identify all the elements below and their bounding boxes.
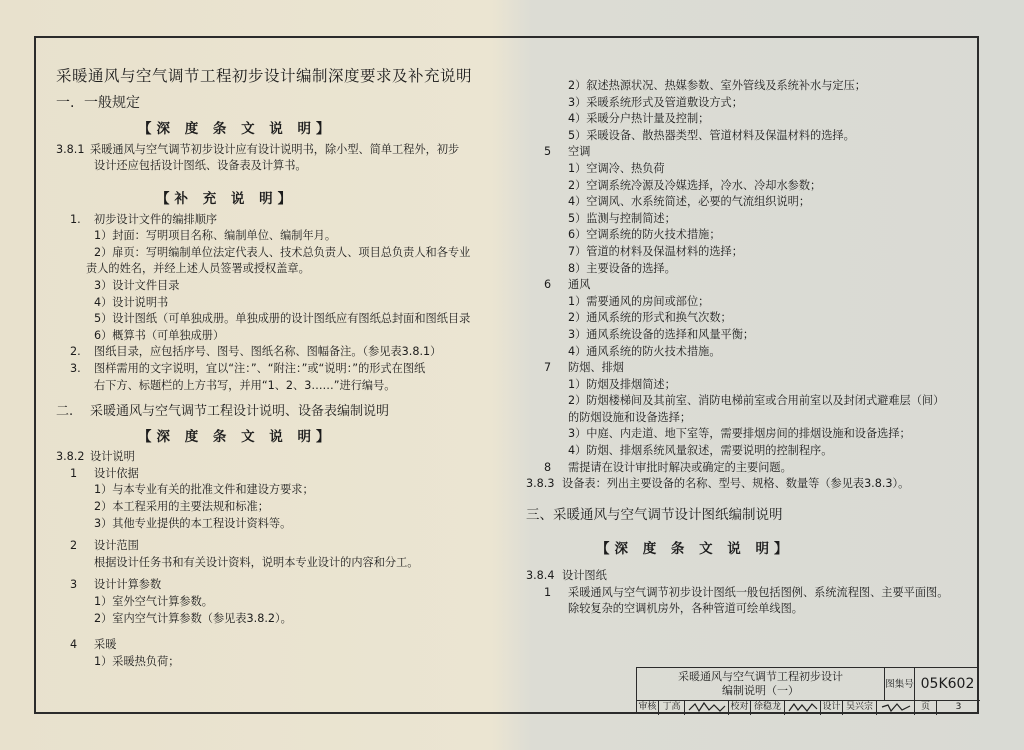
subsection-3 bbox=[56, 577, 508, 594]
section-title: 采暖通风与空气调节工程设计说明、设备表编制说明 bbox=[90, 404, 390, 420]
item-text: 空调 bbox=[568, 145, 591, 159]
item-text: 设计计算参数 bbox=[94, 578, 162, 592]
drawing-item-1 bbox=[526, 585, 971, 602]
section-2-heading bbox=[56, 404, 508, 421]
list-item: 2）叙述热源状况、热媒参数、室外管线及系统补水与定压； bbox=[568, 79, 866, 92]
list-item: 5）设计图纸（可单独成册。单独成册的设计图纸应有图纸总封面和图纸目录 bbox=[94, 312, 471, 326]
list-item: 5）监测与控制简述； bbox=[568, 211, 676, 225]
item-number: 8 bbox=[544, 460, 552, 474]
drawing-item-cont: 除较复杂的空调机房外，各种管道可绘单线图。 bbox=[568, 602, 803, 616]
list-item: 2）室内空气计算参数（参见表3.8.2）。 bbox=[94, 611, 292, 625]
clause-number: 3.8.4 bbox=[526, 569, 555, 583]
list-item: 3）采暖系统形式及管道敷设方式； bbox=[568, 95, 743, 109]
list-item: 4）通风系统的防火技术措施。 bbox=[568, 344, 721, 358]
list-item: 2）扉页：写明编制单位法定代表人、技术总负责人、项目总负责人和各专业 bbox=[94, 245, 471, 259]
right-column bbox=[526, 78, 971, 618]
list-item: 3）其他专业提供的本工程设计资料等。 bbox=[94, 516, 292, 530]
list-item: 2）空调系统冷源及冷媒选择，冷水、冷却水参数； bbox=[568, 178, 822, 192]
list-item-cont: 的防烟设施和设备选择； bbox=[568, 410, 692, 424]
list-item: 1）室外空气计算参数。 bbox=[94, 595, 213, 609]
drawing-name bbox=[637, 668, 885, 701]
section-number: 三、 bbox=[526, 506, 553, 523]
list-item: 1）与本专业有关的批准文件和建设方要求； bbox=[94, 483, 314, 497]
section-title: 采暖通风与空气调节设计图纸编制说明 bbox=[553, 506, 783, 523]
design-name: 吴兴宗 bbox=[843, 701, 877, 715]
design-label: 设计 bbox=[821, 701, 843, 715]
item-text: 初步设计文件的编排顺序 bbox=[94, 212, 218, 226]
item-text: 采暖 bbox=[94, 638, 117, 652]
page-label: 页 bbox=[915, 701, 937, 715]
subsection-2 bbox=[56, 538, 508, 555]
review-signature bbox=[685, 701, 729, 715]
item-text: 防烟、排烟 bbox=[568, 361, 624, 375]
section-1-heading bbox=[56, 95, 508, 112]
list-item-cont: 右下方、标题栏的上方书写，并用“1、2、3……”进行编号。 bbox=[94, 378, 396, 392]
clause-3-8-4 bbox=[526, 568, 971, 585]
item-number: 5 bbox=[544, 145, 552, 159]
clause-number: 3.8.2 bbox=[56, 450, 85, 464]
atlas-label: 图集号 bbox=[885, 668, 915, 701]
list-item: 2）通风系统的形式和换气次数； bbox=[568, 311, 732, 325]
list-item-cont: 责人的姓名，并经上述人员签署或授权盖章。 bbox=[86, 262, 310, 276]
signature-scribble-icon bbox=[787, 701, 819, 714]
item-number: 6 bbox=[544, 278, 552, 292]
clause-3-8-3 bbox=[526, 476, 971, 493]
section-number: 一. bbox=[56, 94, 75, 111]
subsection-1 bbox=[56, 466, 508, 483]
clause-banner: 【深 度 条 文 说 明】 bbox=[596, 541, 793, 558]
clause-banner: 【深 度 条 文 说 明】 bbox=[138, 121, 335, 138]
clause-text: 设计图纸 bbox=[562, 569, 607, 583]
subsection-8 bbox=[526, 460, 971, 477]
item-text: 设计范围 bbox=[94, 539, 139, 553]
clause-text: 采暖通风与空气调节初步设计应有设计说明书，除小型、简单工程外，初步 bbox=[90, 142, 460, 156]
subsection-4 bbox=[56, 637, 508, 654]
section-number: 二. bbox=[56, 404, 74, 420]
item-number: 2. bbox=[70, 345, 81, 359]
clause-3-8-2 bbox=[56, 449, 508, 466]
supplement-item-2 bbox=[56, 344, 508, 361]
list-item: 3）中庭、内走道、地下室等，需要排烟房间的排烟设施和设备选择； bbox=[568, 427, 911, 441]
list-item: 6）概算书（可单独成册） bbox=[94, 328, 225, 342]
list-item: 4）采暖分户热计量及控制； bbox=[568, 112, 710, 126]
list-item: 6）空调系统的防火技术措施； bbox=[568, 228, 721, 242]
subsection-6 bbox=[526, 277, 971, 294]
drawing-name-line-2: 编制说明（一） bbox=[722, 684, 799, 697]
signature-scribble-icon bbox=[879, 701, 913, 714]
clause-banner: 【深 度 条 文 说 明】 bbox=[138, 428, 335, 445]
page-number: 3 bbox=[955, 702, 962, 712]
list-item: 1）需要通风的房间或部位； bbox=[568, 294, 710, 308]
list-item: 根据设计任务书和有关设计资料，说明本专业设计的内容和分工。 bbox=[94, 555, 419, 569]
item-number: 1 bbox=[70, 466, 78, 480]
list-item: 4）设计说明书 bbox=[94, 295, 169, 309]
item-number: 4 bbox=[70, 638, 78, 652]
clause-number: 3.8.3 bbox=[526, 477, 555, 491]
clause-3-8-1 bbox=[56, 142, 508, 159]
item-number: 1. bbox=[70, 212, 81, 226]
list-item: 5）采暖设备、散热器类型、管道材料及保温材料的选择。 bbox=[568, 128, 855, 142]
clause-text-cont: 设计还应包括设计图纸、设备表及计算书。 bbox=[94, 159, 307, 173]
item-number: 1 bbox=[544, 585, 552, 599]
clause-text: 设备表：列出主要设备的名称、型号、规格、数量等（参见表3.8.3）。 bbox=[562, 477, 910, 491]
supplement-banner: 【补 充 说 明】 bbox=[156, 190, 297, 207]
item-text: 需提请在设计审批时解决或确定的主要问题。 bbox=[568, 460, 792, 474]
review-name: 丁高 bbox=[659, 701, 685, 715]
list-item: 2）防烟楼梯间及其前室、消防电梯前室或合用前室以及封闭式避难层（间） bbox=[568, 394, 945, 408]
left-column bbox=[56, 68, 508, 670]
supplement-item-3 bbox=[56, 361, 508, 378]
item-number: 3. bbox=[70, 361, 81, 375]
page-title: 采暖通风与空气调节工程初步设计编制深度要求及补充说明 bbox=[56, 67, 473, 85]
item-text: 采暖通风与空气调节初步设计图纸一般包括图例、系统流程图、主要平面图。 bbox=[568, 585, 949, 599]
list-item: 4）防烟、排烟系统风量叙述，需要说明的控制程序。 bbox=[568, 444, 833, 458]
list-item: 1）空调冷、热负荷 bbox=[568, 161, 665, 175]
check-name: 徐稳龙 bbox=[751, 701, 785, 715]
list-item: 1）防烟及排烟简述； bbox=[568, 377, 676, 391]
section-3-heading bbox=[526, 507, 971, 524]
subsection-7 bbox=[526, 360, 971, 377]
item-text: 通风 bbox=[568, 278, 591, 292]
item-text: 设计依据 bbox=[94, 466, 139, 480]
list-item: 2）本工程采用的主要法规和标准； bbox=[94, 500, 269, 514]
list-item: 1）封面：写明项目名称、编制单位、编制年月。 bbox=[94, 229, 337, 243]
item-text: 图样需用的文字说明，宜以“注：”、“附注：”或“说明：”的形式在图纸 bbox=[94, 361, 426, 375]
page-frame bbox=[34, 36, 979, 714]
section-title: 一般规定 bbox=[84, 94, 140, 111]
check-signature bbox=[785, 701, 821, 715]
item-number: 3 bbox=[70, 578, 78, 592]
list-item: 4）空调风、水系统简述，必要的气流组织说明； bbox=[568, 195, 811, 209]
item-number: 2 bbox=[70, 539, 78, 553]
atlas-code: 05K602 bbox=[920, 676, 975, 692]
supplement-item-1 bbox=[56, 212, 508, 229]
signature-scribble-icon bbox=[687, 701, 727, 714]
drawing-name-line-1: 采暖通风与空气调节工程初步设计 bbox=[678, 670, 843, 683]
list-item: 3）通风系统设备的选择和风量平衡； bbox=[568, 327, 755, 341]
list-item: 8）主要设备的选择。 bbox=[568, 261, 676, 275]
clause-text: 设计说明 bbox=[90, 450, 135, 464]
subsection-5 bbox=[526, 144, 971, 161]
list-item: 1）采暖热负荷； bbox=[94, 654, 180, 668]
item-number: 7 bbox=[544, 361, 552, 375]
title-block bbox=[636, 667, 979, 714]
list-item: 3）设计文件目录 bbox=[94, 278, 180, 292]
design-signature bbox=[877, 701, 915, 715]
list-item: 7）管道的材料及保温材料的选择； bbox=[568, 244, 743, 258]
clause-number: 3.8.1 bbox=[56, 142, 85, 156]
item-text: 图纸目录，应包括序号、图号、图纸名称、图幅备注。（参见表3.8.1） bbox=[94, 345, 442, 359]
review-label: 审核 bbox=[637, 701, 659, 715]
check-label: 校对 bbox=[729, 701, 751, 715]
